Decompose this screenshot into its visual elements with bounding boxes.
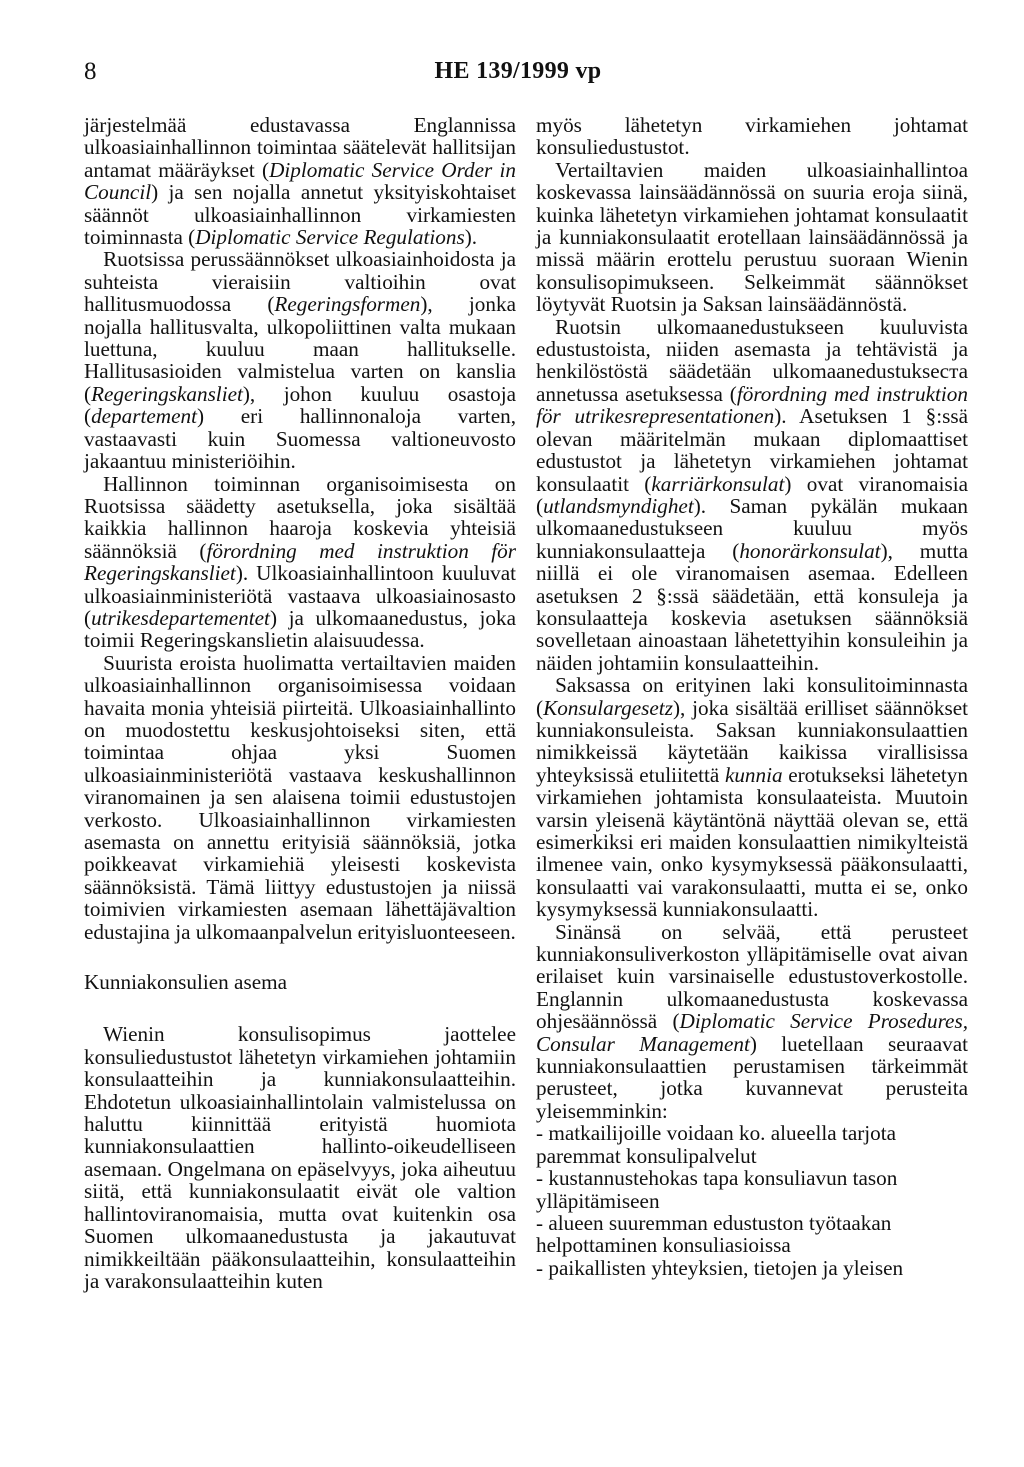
paragraph: järjestelmää edustavassa Englannissa ulkoasiainhallinnon toimintaa säätelevät hallitsijan antamat määräykset (Diplomatic Service Order in Council) ja sen nojalla annetut yksityiskohtaiset säännöt ulkoasiainhallinnon virkamiesten toiminnasta (Diplomatic Service Regulations).	[84, 113, 516, 250]
paragraph: Vertailtavien maiden ulkoasiainhallintoa koskevassa lainsäädännössä on suuria eroja siinä, kuinka lähetetyn virkamiehen johtamat konsulaatit ja kunniakonsulaatit erotellaan lainsäädännössä ja missä määrin erottelu perustuu suoraan Wienin konsulisopimukseen. Selkeimmät säännökset löytyvät Ruotsin ja Saksan lainsäädännöstä.	[536, 157, 968, 317]
paragraph: Suurista eroista huolimatta vertailtavien maiden ulkoasiainhallinnon organisoimisessa voidaan havaita monia yhteisiä piirteitä. Ulkoasiainhallinto on muodostettu keskusjohtoiseksi siten, että toimintaa ohjaa yksi Suomen ulkoasiainministeriötä vastaava keskushallinnon viranomainen ja sen alaisena toimii edustustojen verkosto. Ulkoasiainhallinnon virkamiesten asemasta on annettu erityisiä säännöksiä, jotka poikkeavat virkamiehiä yleisesti koskevista säännöksistä. Tämä liittyy edustustojen ja niissä toimivien virkamiesten asemaan lähettäjävaltion edustajina ja ulkomaanpalvelun erityisluonteeseen.	[84, 650, 516, 944]
left-column	[84, 114, 516, 1292]
page-number: 8	[84, 58, 97, 85]
paragraph: Ruotsin ulkomaanedustukseen kuuluvista edustustoista, niiden asemasta ja tehtävistä ja henkilöstöstä säädetään ulkomaanedustukseста annetussa asetuksessa (förordning med instruktion för utrikesrepresentationen). Asetuksen 1 §:ssä olevan määritelmän mukaan diplomaattiset edustustot ja lähetetyn virkamiehen johtamat konsulaatit (karriärkonsulat) ovat viranomaisia (utlandsmyndighet). Saman pykälän mukaan ulkomaanedustukseen kuuluu myös kunniakonsulaatteja (honorärkonsulat), mutta niillä ei ole viranomaisen asemaa. Edelleen asetuksen 2 §:ssä säädetään, että konsuleja ja konsulaatteja koskevia asetuksen säännöksiä sovelletaan ainoastaan lähetettyihin konsuleihin ja näiden johtamiin konsulaatteihin.	[536, 314, 968, 675]
document-reference: HE 139/1999 vp	[434, 58, 602, 84]
paragraph: Hallinnon toiminnan organisoimisesta on Ruotsissa säädetty asetuksella, joka sisältää kaikkia hallinnon haaroja koskevia yhteisiä säännöksiä (förordning med instruktion för Regeringskansliet). Ulkoasiainhallintoon kuuluvat ulkoasiainministeriötä vastaava ulkoasiainosasto (utrikesdepartementet) ja ulkomaanedustus, joka toimii Regeringskanslietin alaisuudessa.	[84, 471, 516, 653]
list-item: - kustannustehokas tapa konsuliavun tason ylläpitämiseen	[536, 1166, 898, 1213]
list-item: - paikallisten yhteyksien, tietojen ja yleisen	[536, 1255, 904, 1280]
section-heading: Kunniakonsulien asema	[84, 970, 287, 995]
paragraph: Wienin konsulisopimus jaottelee konsuliedustustot lähetetyn virkamiehen johtamiin konsulaatteihin ja kunniakonsulaatteihin. Ehdotetun ulkoasiainhallintolain valmistelussa on haluttu kiinnittää erityistä huomiota kunniakonsulaattien hallinto-oikeudelliseen asemaan. Ongelmana on epäselvyys, joka aiheutuu siitä, että kunniakonsulaatit eivät ole valtion hallintoviranomaisia, mutta ovat kuitenkin osa Suomen ulkomaanedustusta ja jakautuvat nimikkeiltään pääkonsulaatteihin, konsulaatteihin ja varakonsulaatteihin kuten	[84, 1022, 516, 1293]
paragraph: Ruotsissa perussäännökset ulkoasiainhoidosta ja suhteista vieraisiin valtioihin ovat hallitusmuodossa (Regeringsformen), jonka nojalla hallitusvalta, ulkopoliittinen valta mukaan luettuna, kuuluu maan hallitukselle. Hallitusasioiden valmistelua varten on kanslia (Regeringskansliet), johon kuuluu osastoja (departement) eri hallinnonaloja varten, vastaavasti kuin Suomessa valtioneuvosto jakaantuu ministeriöihin.	[84, 247, 516, 474]
paragraph: Saksassa on erityinen laki konsulitoiminnasta (Konsulargesetz), joka sisältää erilliset säännökset kunniakonsuleista. Saksan kunniakonsulaattien nimikkeissä käytetään kaikissa virallisissa yhteyksissä etuliitettä kunnia erotukseksi lähetetyn virkamiehen johtamista konsulaateista. Muutoin varsin yleisenä käytäntönä näyttää olevan se, että esimerkiksi eri maiden konsulaattien nimikylteistä ilmenee vain, onko kysymyksessä pääkonsulaatti, konsulaatti vai varakonsulaatti, mutta ei se, onko kysymyksessä kunniakonsulaatti.	[536, 673, 968, 922]
list-item: - matkailijoille voidaan ko. alueella tarjota paremmat konsulipalvelut	[536, 1121, 897, 1168]
right-column	[536, 114, 968, 1279]
list-item: - alueen suuremman edustuston työtaakan helpottaminen konsuliasioissa	[536, 1210, 892, 1258]
paragraph: myös lähetetyn virkamiehen johtamat konsuliedustustot.	[536, 113, 968, 160]
page-header	[84, 58, 952, 92]
paragraph: Sinänsä on selvää, että perusteet kunniakonsuliverkoston ylläpitämiselle ovat aivan erilaiset kuin varsinaiselle edustustoverkostolle. Englannin ulkomaanedustusta koskevassa ohjesäännössä (Diplomatic Service Prosedures, Consular Management) luetellaan seuraavat kunniakonsulaattien perustamisen tärkeimmät perusteet, jotka kuvannevat perusteita yleisemminkin:	[536, 919, 969, 1123]
